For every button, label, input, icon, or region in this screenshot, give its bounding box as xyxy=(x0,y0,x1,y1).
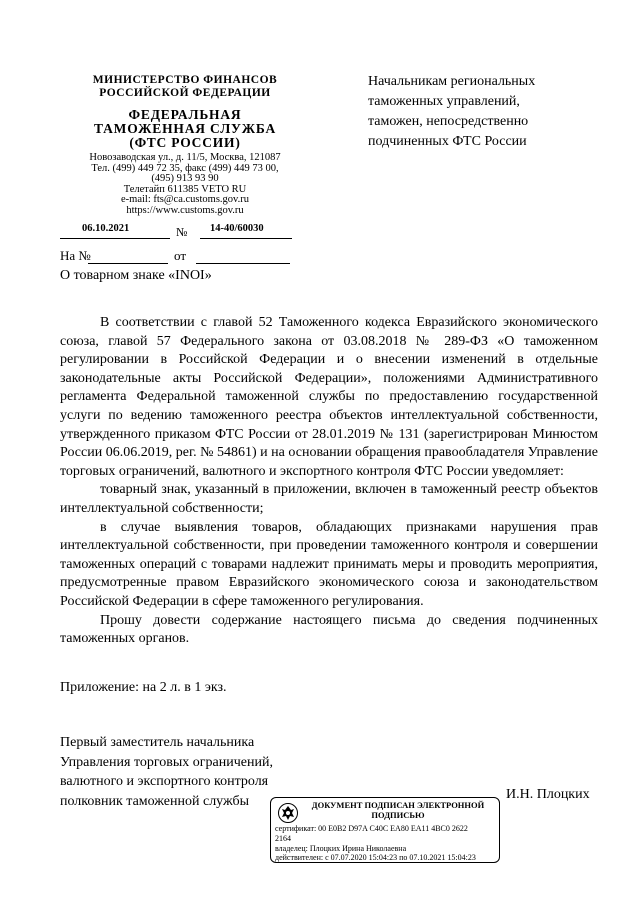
body-paragraph-4: Прошу довести содержание настоящего письма до сведения подчиненных таможенных органов. xyxy=(60,612,598,647)
number-sign: № xyxy=(176,225,188,239)
reference-date-label: от xyxy=(174,248,187,263)
date-underline xyxy=(60,238,170,239)
signer-name: И.Н. Плоцких xyxy=(506,787,590,802)
ministry-name xyxy=(80,74,290,100)
registration-number: 14-40/60030 xyxy=(210,223,264,234)
stamp-certificate-cont: 2164 xyxy=(275,834,291,843)
recipient-block xyxy=(368,72,578,152)
emblem-icon xyxy=(277,802,299,824)
signer-block xyxy=(60,733,273,811)
registration-row xyxy=(60,220,292,242)
stamp-title-line-1: ДОКУМЕНТ ПОДПИСАН ЭЛЕКТРОННОЙ xyxy=(311,800,485,810)
ministry-line-2: РОССИЙСКОЙ ФЕДЕРАЦИИ xyxy=(99,87,271,99)
body-paragraph-2: товарный знак, указанный в приложении, включен в таможенный реестр объектов интеллектуальной собственности; xyxy=(60,482,598,516)
signer-line-1: Первый заместитель начальника xyxy=(60,735,255,750)
signer-line-2: Управления торговых ограничений, xyxy=(60,754,273,770)
reference-row xyxy=(60,248,292,266)
recipient-line-1: Начальникам региональных xyxy=(368,74,536,89)
stamp-title-line-2: ПОДПИСЬЮ xyxy=(371,809,425,820)
teletype: Телетайп 611385 VETO RU xyxy=(123,183,247,195)
electronic-signature-stamp xyxy=(270,797,500,863)
recipient-line-3: таможен, непосредственно xyxy=(368,114,529,129)
contact-block xyxy=(70,153,300,216)
website-link[interactable]: https://www.customs.gov.ru xyxy=(126,204,244,216)
service-line-3: (ФТС РОССИИ) xyxy=(129,135,241,150)
stamp-certificate: сертификат: 00 E0B2 D97A C40C EA80 EA11 4BC0 2622 xyxy=(275,824,468,833)
phone-line-1: Тел. (499) 449 72 35, факс (499) 449 73 00, xyxy=(91,162,279,174)
ministry-line-1: МИНИСТЕРСТВО ФИНАНСОВ xyxy=(92,74,278,86)
body-paragraph-1: В соответствии с главой 52 Таможенного кодекса Евразийского экономического союза, главой 57 Федерального закона от 03.08.2018 № 289-ФЗ «О таможенном регулировании в Российской Федерации и о внесении изменений в отдельные законодательные акты Российской Федерации», положениями Административного регламента Федеральной таможенной службы по предоставлению государственной услуги по ведению таможенного реестра объектов интеллектуальной собственности, утвержденного приказом ФТС России от 28.01.2019 № 131 (зарегистрирован Минюстом России 06.06.2019, рег. № 54861) и на основании обращения правообладателя Управление торговых ограничений, валютного и экспортного контроля ФТС России уведомляет: xyxy=(60,315,598,479)
address: Новозаводская ул., д. 11/5, Москва, 121087 xyxy=(89,152,281,163)
stamp-owner: владелец: Плоцких Ирина Николаевна xyxy=(275,844,407,853)
recipient-line-4: подчиненных ФТС России xyxy=(368,134,527,149)
phone-line-2: (495) 913 93 90 xyxy=(151,173,219,184)
signer-line-3: валютного и экспортного контроля xyxy=(60,774,269,789)
registration-date: 06.10.2021 xyxy=(82,223,130,234)
attachment-note: Приложение: на 2 л. в 1 экз. xyxy=(60,680,227,695)
service-name xyxy=(80,108,290,150)
letter-subject: О товарном знаке «INOI» xyxy=(60,268,212,283)
reference-number-blank xyxy=(88,263,168,264)
stamp-title xyxy=(303,801,493,820)
signer-line-4: полковник таможенной службы xyxy=(60,793,250,809)
service-line-1: ФЕДЕРАЛЬНАЯ xyxy=(128,107,242,122)
recipient-line-2: таможенных управлений, xyxy=(368,94,520,109)
letter-body xyxy=(60,314,598,649)
number-underline xyxy=(200,238,292,239)
body-paragraph-3: в случае выявления товаров, обладающих признаками нарушения прав интеллектуальной собственности, при проведении таможенного контроля и совершении таможенных операций с товарами надлежит принимать меры и проводить мероприятия, предусмотренные правом Евразийского экономического союза и законодательством Российской Федерации в сфере таможенного регулирования. xyxy=(60,519,598,609)
service-line-2: ТАМОЖЕННАЯ СЛУЖБА xyxy=(93,121,277,136)
reference-number-label: На № xyxy=(60,248,91,263)
email[interactable]: e-mail: fts@ca.customs.gov.ru xyxy=(121,194,249,205)
stamp-validity: действителен: с 07.07.2020 15:04:23 по 07.10.2021 15:04:23 xyxy=(275,853,476,862)
reference-date-blank xyxy=(196,263,290,264)
